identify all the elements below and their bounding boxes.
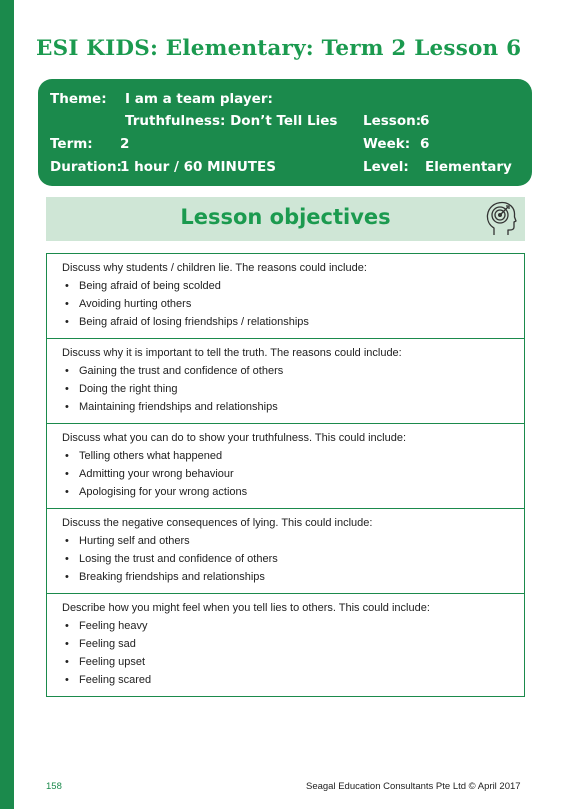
level-value: Elementary <box>425 159 512 175</box>
objective-item-text: Gaining the trust and confidence of others <box>79 365 284 377</box>
bullet-icon: • <box>65 298 69 310</box>
week-label: Week: <box>363 136 411 152</box>
bullet-icon: • <box>65 468 69 480</box>
objective-item-text: Avoiding hurting others <box>79 298 192 310</box>
objective-section <box>47 254 524 338</box>
objective-item-text: Doing the right thing <box>79 383 178 395</box>
lesson-objectives-header <box>46 197 525 241</box>
objective-list-item <box>62 570 524 584</box>
objective-item-text: Feeling sad <box>79 638 136 650</box>
objective-list-item <box>62 467 524 481</box>
objective-item-text: Hurting self and others <box>79 535 190 547</box>
theme-subtitle: Truthfulness: Don’t Tell Lies <box>125 113 338 129</box>
objective-intro: Discuss why students / children lie. The reasons could include: <box>62 262 367 274</box>
lesson-value: 6 <box>420 113 430 129</box>
lesson-objectives-title: Lesson objectives <box>180 205 391 229</box>
bullet-icon: • <box>65 401 69 413</box>
objective-item-text: Feeling upset <box>79 656 146 668</box>
bullet-icon: • <box>65 571 69 583</box>
level-label: Level: <box>363 159 409 175</box>
lesson-objectives-table <box>46 253 525 697</box>
bullet-icon: • <box>65 280 69 292</box>
objective-list-item <box>62 364 524 378</box>
week-value: 6 <box>420 136 430 152</box>
duration-label: Duration: <box>50 159 122 175</box>
bullet-icon: • <box>65 656 69 668</box>
bullet-icon: • <box>65 365 69 377</box>
objective-list-item <box>62 315 524 329</box>
term-label: Term: <box>50 136 93 152</box>
objective-item-text: Feeling scared <box>79 674 152 686</box>
lesson-info-box <box>38 79 532 186</box>
objective-item-text: Feeling heavy <box>79 620 148 632</box>
copyright-notice: Seagal Education Consultants Pte Ltd © April 2017 <box>306 781 521 792</box>
duration-value: 1 hour / 60 MINUTES <box>120 159 276 175</box>
theme-value: I am a team player: <box>125 91 273 107</box>
term-value: 2 <box>120 136 130 152</box>
bullet-icon: • <box>65 486 69 498</box>
objective-list-item <box>62 449 524 463</box>
objective-section <box>47 593 524 696</box>
objective-list-item <box>62 485 524 499</box>
objective-section <box>47 423 524 508</box>
bullet-icon: • <box>65 383 69 395</box>
bullet-icon: • <box>65 535 69 547</box>
objective-list-item <box>62 552 524 566</box>
objective-item-text: Losing the trust and confidence of others <box>79 553 278 565</box>
objective-item-text: Admitting your wrong behaviour <box>79 468 234 480</box>
objective-list-item <box>62 382 524 396</box>
objective-list-item <box>62 619 524 633</box>
objective-item-text: Maintaining friendships and relationships <box>79 401 278 413</box>
bullet-icon: • <box>65 674 69 686</box>
left-accent-bar <box>0 0 14 809</box>
bullet-icon: • <box>65 316 69 328</box>
objective-list-item <box>62 673 524 687</box>
objective-item-text: Apologising for your wrong actions <box>79 486 248 498</box>
objective-intro: Describe how you might feel when you tell lies to others. This could include: <box>62 602 430 614</box>
objective-section <box>47 338 524 423</box>
objective-item-text: Breaking friendships and relationships <box>79 571 265 583</box>
objective-item-text: Being afraid of losing friendships / relationships <box>79 316 309 328</box>
page-title: ESI KIDS: Elementary: Term 2 Lesson 6 <box>36 36 522 61</box>
objective-list-item <box>62 655 524 669</box>
bullet-icon: • <box>65 450 69 462</box>
objective-list-item <box>62 279 524 293</box>
objective-item-text: Being afraid of being scolded <box>79 280 221 292</box>
objective-intro: Discuss what you can do to show your truthfulness. This could include: <box>62 432 407 444</box>
objective-item-text: Telling others what happened <box>79 450 223 462</box>
objective-list-item <box>62 534 524 548</box>
head-target-icon <box>485 201 517 237</box>
theme-label: Theme: <box>50 91 107 107</box>
objective-intro: Discuss why it is important to tell the truth. The reasons could include: <box>62 347 402 359</box>
lesson-label: Lesson: <box>363 113 422 129</box>
bullet-icon: • <box>65 553 69 565</box>
bullet-icon: • <box>65 620 69 632</box>
bullet-icon: • <box>65 638 69 650</box>
objective-list-item <box>62 637 524 651</box>
objective-list-item <box>62 297 524 311</box>
page-number: 158 <box>46 781 62 792</box>
objective-intro: Discuss the negative consequences of lying. This could include: <box>62 517 373 529</box>
objective-list-item <box>62 400 524 414</box>
objective-section <box>47 508 524 593</box>
